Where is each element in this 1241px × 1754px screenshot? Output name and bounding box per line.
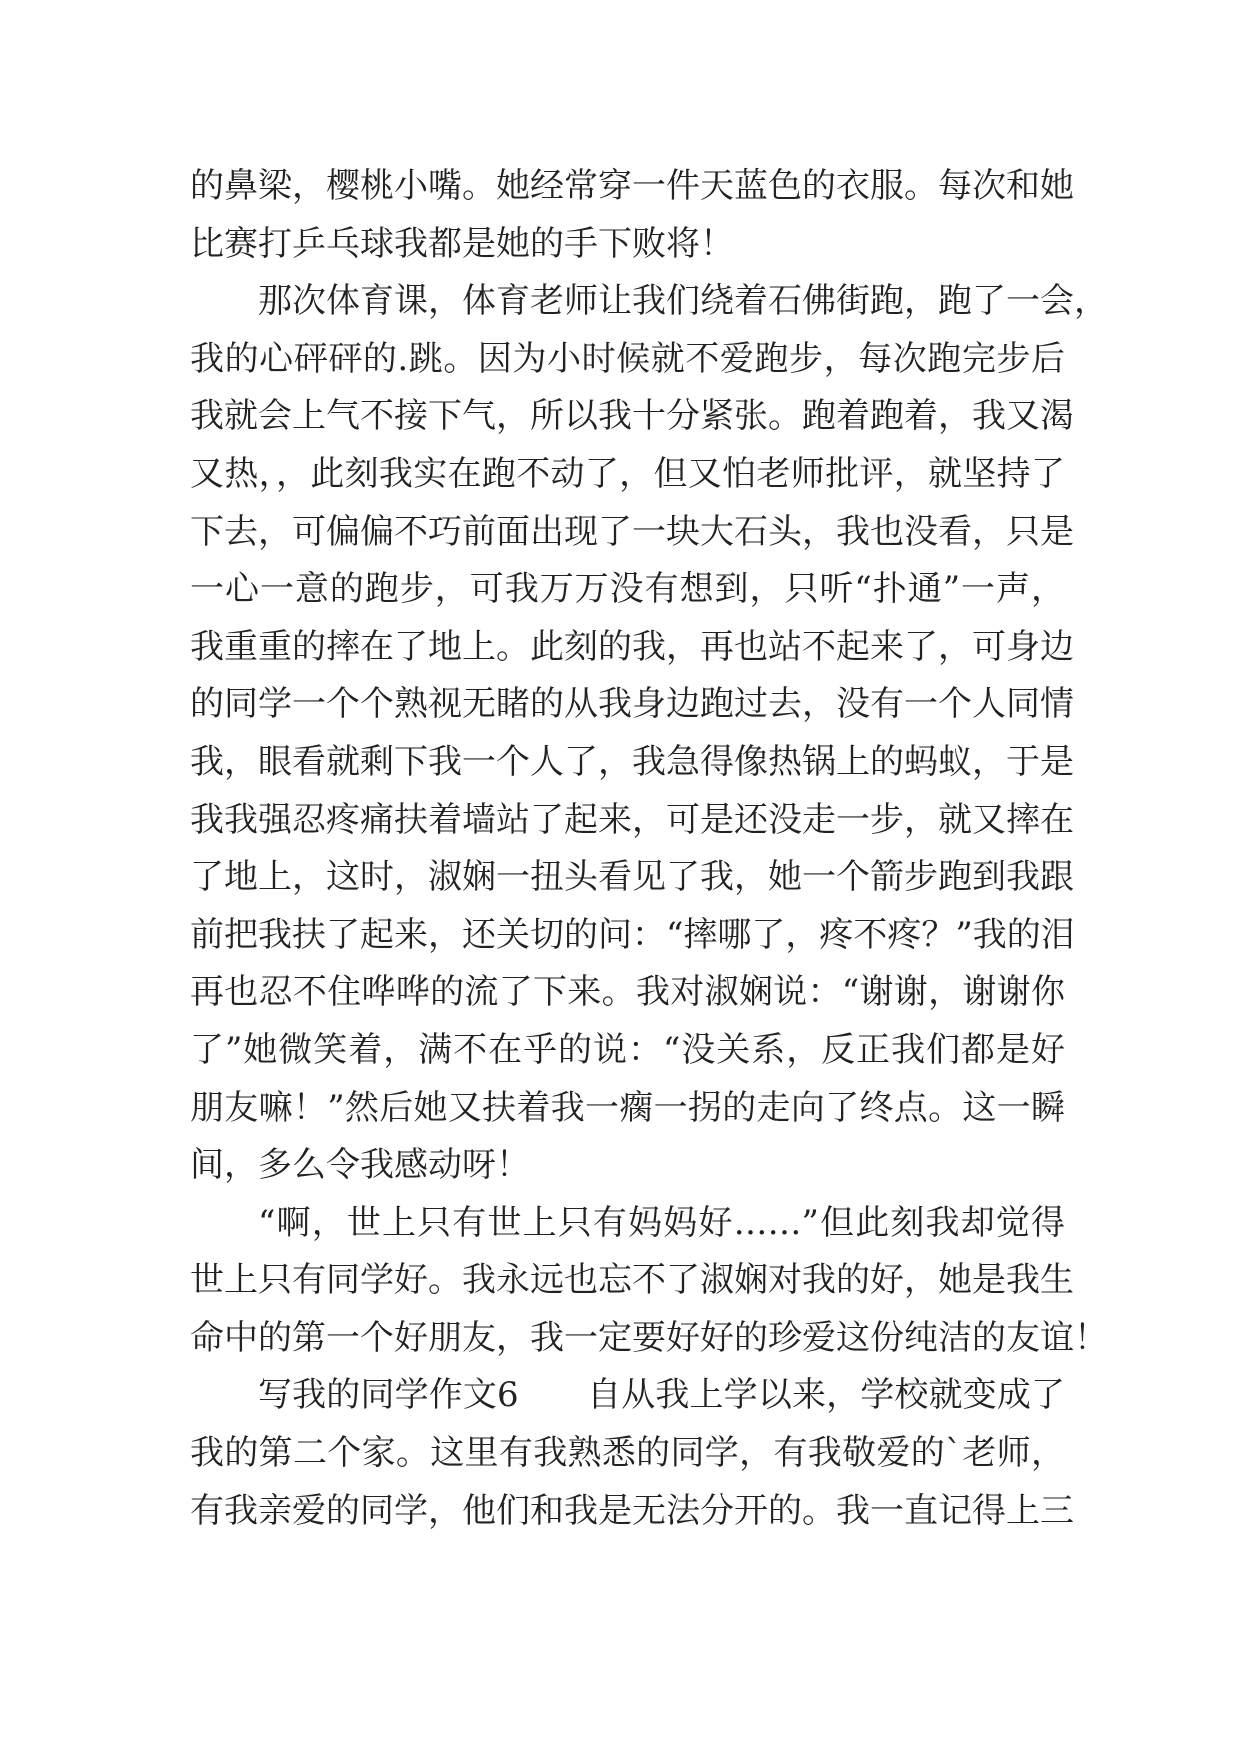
- text-line: 我的心砰砰的.跳。因为小时候就不爱跑步，每次跑完步后: [190, 338, 1065, 379]
- text-line: 再也忍不住哗哗的流了下来。我对淑娴说：“谢谢，谢谢你: [190, 972, 1065, 1013]
- text-line: 了”她微笑着，满不在乎的说：“没关系，反正我们都是好: [190, 1029, 1065, 1070]
- text-line: 下去，可偏偏不巧前面出现了一块大石头，我也没看，只是: [190, 511, 1074, 552]
- text-line: 又热，，此刻我实在跑不动了，但又怕老师批评，就坚持了: [190, 453, 1065, 494]
- text-line: 命中的第一个好朋友，我一定要好好的珍爱这份纯洁的友谊！: [190, 1317, 1108, 1358]
- text-line: 世上只有同学好。我永远也忘不了淑娴对我的好，她是我生: [190, 1260, 1074, 1301]
- text-line: 的同学一个个熟视无睹的从我身边跑过去，没有一个人同情: [190, 684, 1074, 725]
- text-line: 我，眼看就剩下我一个人了，我急得像热锅上的蚂蚁，于是: [190, 741, 1074, 782]
- document-body: [190, 158, 1108, 1540]
- text-line: 我重重的摔在了地上。此刻的我，再也站不起来了，可身边: [190, 626, 1074, 667]
- text-line: 我就会上气不接下气，所以我十分紧张。跑着跑着，我又渴: [190, 396, 1074, 437]
- text-line: 了地上，这时，淑娴一扭头看见了我，她一个箭步跑到我跟: [190, 857, 1074, 898]
- text-line: 一心一意的跑步，可我万万没有想到，只听“扑通”一声，: [190, 569, 1065, 610]
- text-line: 写我的同学作文6 自从我上学以来，学校就变成了: [258, 1375, 1065, 1416]
- text-line: 那次体育课，体育老师让我们绕着石佛街跑，跑了一会，: [258, 281, 1108, 322]
- text-line: 朋友嘛！”然后她又扶着我一瘸一拐的走向了终点。这一瞬: [190, 1087, 1065, 1128]
- text-line: 我我强忍疼痛扶着墙站了起来，可是还没走一步，就又摔在: [190, 799, 1074, 840]
- text-line: 间，多么令我感动呀！: [190, 1145, 530, 1186]
- text-line: “啊，世上只有世上只有妈妈好……”但此刻我却觉得: [258, 1202, 1065, 1243]
- text-line: 我的第二个家。这里有我熟悉的同学，有我敬爱的`老师，: [190, 1433, 1065, 1474]
- text-line: 前把我扶了起来，还关切的问：“摔哪了，疼不疼？”我的泪: [190, 914, 1075, 955]
- text-line: 的鼻梁，樱桃小嘴。她经常穿一件天蓝色的衣服。每次和她: [190, 166, 1074, 206]
- text-line: 有我亲爱的同学，他们和我是无法分开的。我一直记得上三: [190, 1490, 1074, 1531]
- text-line: 比赛打乒乓球我都是她的手下败将！: [190, 223, 734, 264]
